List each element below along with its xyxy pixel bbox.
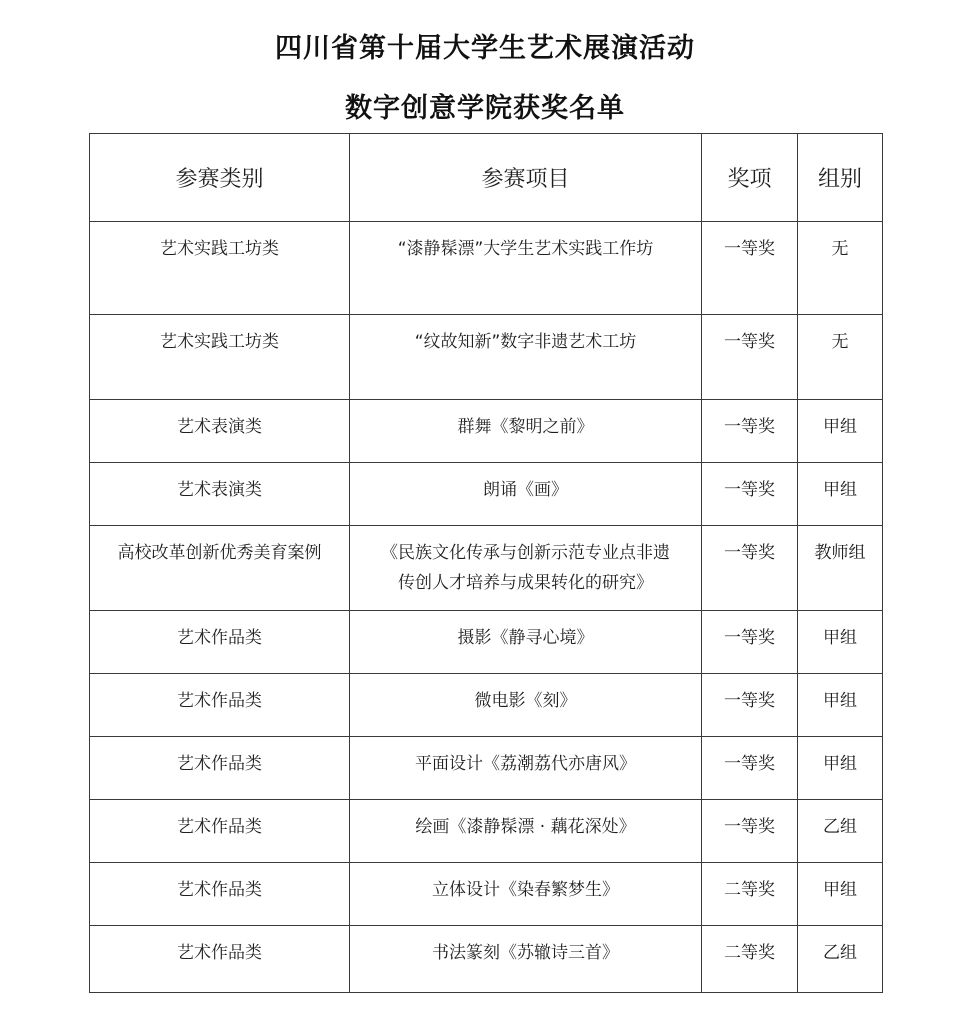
award-table: [89, 133, 883, 993]
cell-award: 一等奖: [702, 800, 798, 863]
cell-group: 甲组: [798, 674, 883, 737]
table-row: [90, 222, 883, 315]
cell-category: 高校改革创新优秀美育案例: [90, 526, 350, 611]
table-row: [90, 400, 883, 463]
cell-category: 艺术作品类: [90, 674, 350, 737]
header-group: 组别: [798, 134, 883, 222]
cell-category: 艺术实践工坊类: [90, 222, 350, 315]
cell-award: 一等奖: [702, 674, 798, 737]
cell-award: 一等奖: [702, 526, 798, 611]
cell-group: 甲组: [798, 863, 883, 926]
cell-category: 艺术作品类: [90, 800, 350, 863]
document-title: 四川省第十届大学生艺术展演活动: [275, 33, 695, 64]
table-row: [90, 737, 883, 800]
cell-category: 艺术作品类: [90, 926, 350, 993]
cell-category: 艺术表演类: [90, 400, 350, 463]
cell-group: 无: [798, 222, 883, 315]
cell-project: 朗诵《画》: [350, 463, 702, 526]
cell-group: 教师组: [798, 526, 883, 611]
table-row: [90, 926, 883, 993]
cell-group: 乙组: [798, 800, 883, 863]
cell-award: 二等奖: [702, 926, 798, 993]
cell-project: 摄影《静寻心境》: [350, 611, 702, 674]
cell-award: 一等奖: [702, 315, 798, 400]
cell-project: 绘画《漆静髹漂 · 藕花深处》: [350, 800, 702, 863]
cell-project: 立体设计《染春繁梦生》: [350, 863, 702, 926]
project-line-2: 传创人才培养与成果转化的研究》: [398, 573, 653, 593]
cell-group: 无: [798, 315, 883, 400]
header-project: 参赛项目: [350, 134, 702, 222]
table-row: [90, 674, 883, 737]
table-row: [90, 526, 883, 611]
cell-category: 艺术作品类: [90, 863, 350, 926]
table-row: [90, 800, 883, 863]
cell-award: 一等奖: [702, 222, 798, 315]
cell-group: 甲组: [798, 737, 883, 800]
cell-category: 艺术表演类: [90, 463, 350, 526]
cell-group: 乙组: [798, 926, 883, 993]
table-row: [90, 315, 883, 400]
cell-group: 甲组: [798, 611, 883, 674]
cell-award: 一等奖: [702, 611, 798, 674]
cell-category: 艺术实践工坊类: [90, 315, 350, 400]
cell-award: 一等奖: [702, 463, 798, 526]
cell-group: 甲组: [798, 400, 883, 463]
cell-group: 甲组: [798, 463, 883, 526]
header-award: 奖项: [702, 134, 798, 222]
cell-award: 一等奖: [702, 400, 798, 463]
cell-project: 微电影《刻》: [350, 674, 702, 737]
header-category: 参赛类别: [90, 134, 350, 222]
cell-project: 群舞《黎明之前》: [350, 400, 702, 463]
table-row: [90, 463, 883, 526]
cell-project: [350, 526, 702, 611]
table-row: [90, 611, 883, 674]
cell-category: 艺术作品类: [90, 737, 350, 800]
document-subtitle: 数字创意学院获奖名单: [345, 93, 625, 124]
cell-award: 二等奖: [702, 863, 798, 926]
table-row: [90, 863, 883, 926]
cell-project: 书法篆刻《苏辙诗三首》: [350, 926, 702, 993]
table-header-row: [90, 134, 883, 222]
project-line-1: 《民族文化传承与创新示范专业点非遗: [381, 543, 670, 563]
cell-project: 平面设计《荔潮荔代亦唐风》: [350, 737, 702, 800]
cell-award: 一等奖: [702, 737, 798, 800]
cell-category: 艺术作品类: [90, 611, 350, 674]
cell-project: “漆静髹漂”大学生艺术实践工作坊: [350, 222, 702, 315]
cell-project: “纹故知新”数字非遗艺术工坊: [350, 315, 702, 400]
